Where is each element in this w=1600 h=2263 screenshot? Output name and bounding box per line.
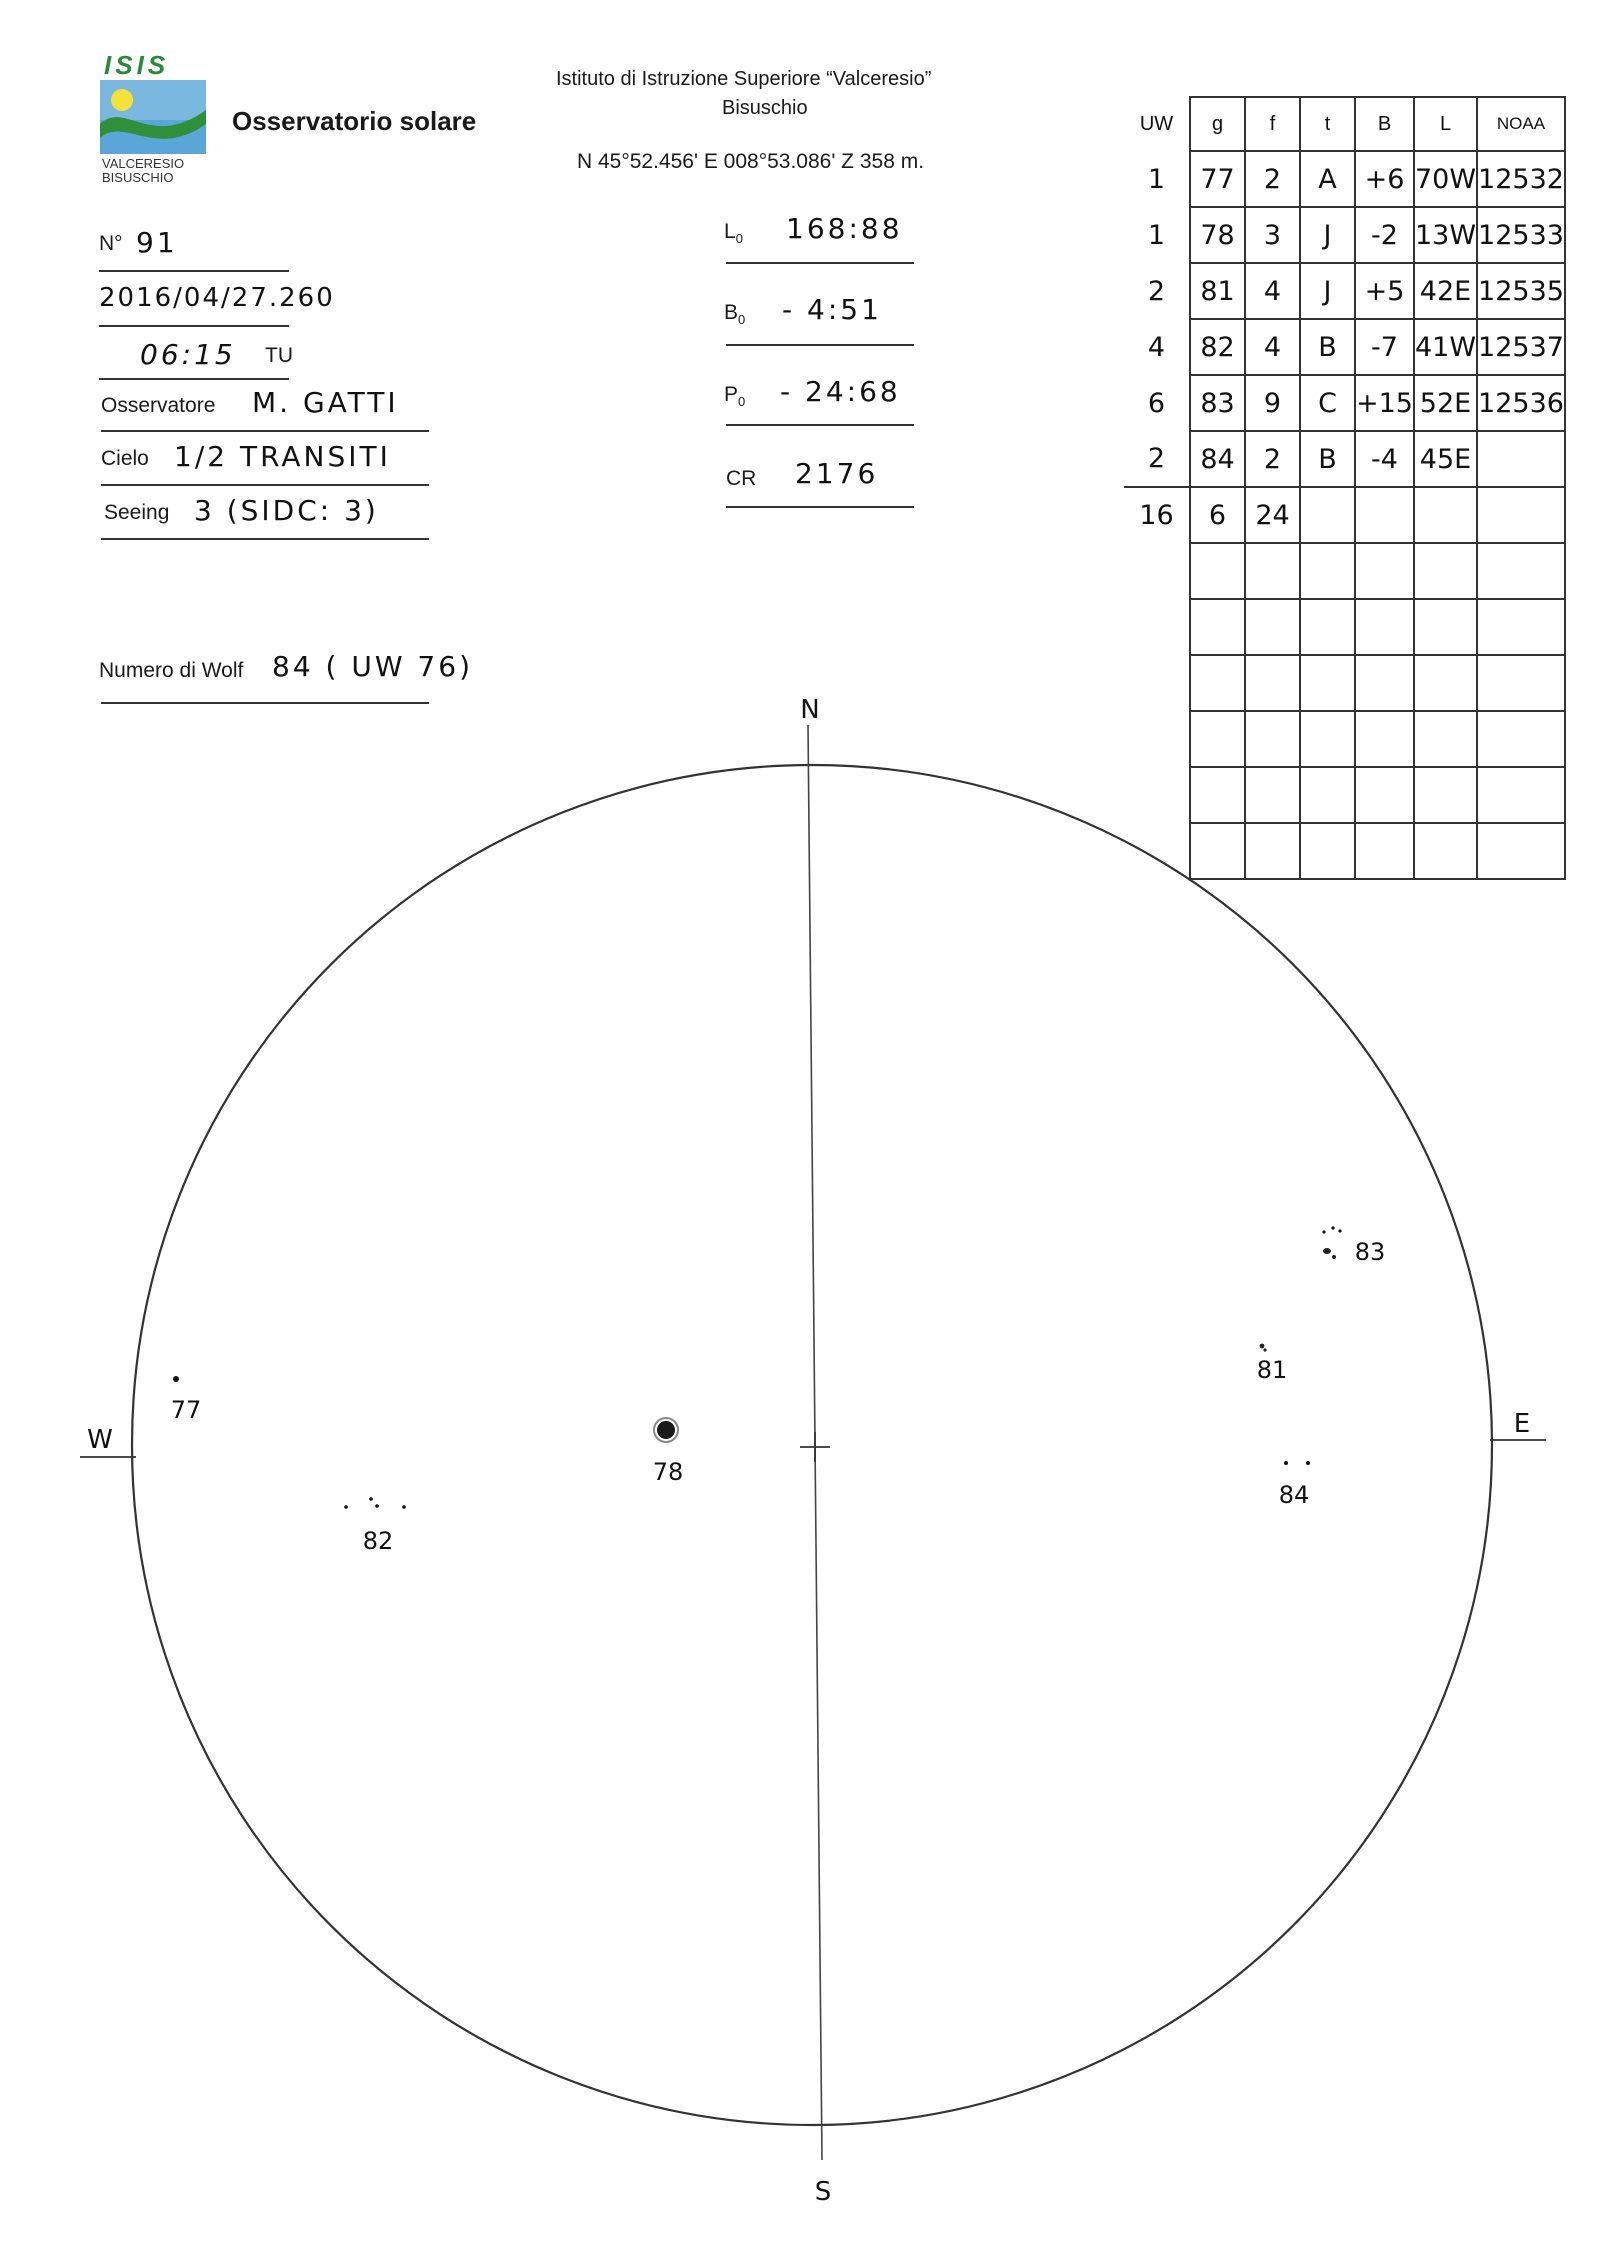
sunspot-83-d [1323,1248,1331,1254]
cell-noaa: 12533 [1477,207,1565,263]
sunspot-78-umbra [657,1421,675,1439]
cell-b: -7 [1355,319,1414,375]
sky-label: Cielo [101,447,149,470]
logo-caption-valceresio: VALCERESIO [102,156,185,171]
sunspot-83-a [1322,1230,1325,1233]
sunspot-81-a [1260,1344,1265,1349]
l0-value: 168:88 [786,212,903,245]
wolf-number-value: 84 ( UW 76) [272,650,473,683]
sunspot-77 [173,1376,179,1382]
cell-l: 13W [1414,207,1477,263]
cell-g: 84 [1190,431,1245,487]
seeing-label: Seeing [104,501,170,524]
sunspot-82-d [402,1505,406,1509]
cell-uw: 2 [1147,443,1166,474]
cell-g: 83 [1190,375,1245,431]
cell-noaa: 12536 [1477,375,1565,431]
cell-b: +6 [1355,151,1414,207]
cell-b: -4 [1355,431,1414,487]
cell-t: B [1300,319,1355,375]
east-label: E [1513,1409,1531,1439]
time-value: 06:15 [140,338,236,371]
group-label-82: 82 [362,1527,394,1555]
cell-b: +15 [1355,375,1414,431]
group-label-81: 81 [1256,1356,1288,1384]
wolf-number-label: Numero di Wolf [99,659,244,682]
cell-f: 2 [1245,151,1300,207]
cell-l: 41W [1414,319,1477,375]
observatory-title: Osservatorio solare [232,106,477,136]
cell-l: 52E [1414,375,1477,431]
cell-f: 4 [1245,263,1300,319]
cell-f: 3 [1245,207,1300,263]
cell-l: 42E [1414,263,1477,319]
west-label: W [87,1425,113,1455]
cell-f: 24 [1245,487,1300,543]
cell-t: J [1300,207,1355,263]
south-label: S [814,2177,832,2207]
cell-l: 70W [1414,151,1477,207]
cell-g: 78 [1190,207,1245,263]
seeing-value: 3 (SIDC: 3) [194,494,379,527]
group-label-78: 78 [652,1458,684,1486]
group-label-77: 77 [170,1396,202,1424]
p0-value: - 24:68 [780,375,901,408]
cr-label: CR [726,467,757,490]
cell-t: C [1300,375,1355,431]
sunspot-83-e [1332,1255,1336,1259]
cell-noaa: 12532 [1477,151,1565,207]
number-label: N° [99,232,123,255]
cell-uw: 4 [1147,331,1166,363]
sunspot-83-b [1331,1226,1334,1229]
cell-g: 82 [1190,319,1245,375]
cr-value: 2176 [795,457,879,490]
observer-value: M. GATTI [252,386,399,419]
cell-f: 2 [1245,431,1300,487]
site-coordinates: N 45°52.456' E 008°53.086' Z 358 m. [577,150,925,173]
header-uw: UW [1139,112,1174,135]
cell-g: 6 [1190,487,1245,543]
cell-g: 81 [1190,263,1245,319]
b0-value: - 4:51 [782,293,882,326]
header-t: t [1300,97,1355,151]
institute-city: Bisuschio [722,97,808,119]
l0-label: $L_0$ [724,220,743,247]
cell-uw: 16 [1124,487,1190,543]
solar-disk-outline [132,765,1492,2125]
cell-uw: 1 [1147,163,1166,195]
cell-b: -2 [1355,207,1414,263]
logo-caption-bisuschio: BISUSCHIO [102,170,174,185]
cell-g: 77 [1190,151,1245,207]
cell-f: 4 [1245,319,1300,375]
b0-label: $B_0$ [724,301,746,328]
cell-uw: 6 [1147,387,1166,419]
sunspot-84-b [1306,1461,1310,1465]
sunspot-82-b [369,1497,373,1501]
cell-l: 45E [1414,431,1477,487]
north-label: N [800,695,820,725]
observer-label: Osservatore [101,394,216,417]
cell-f: 9 [1245,375,1300,431]
logo-word: ISIS [104,50,170,80]
cell-noaa: 12537 [1477,319,1565,375]
cell-noaa: 12535 [1477,263,1565,319]
group-label-84: 84 [1278,1481,1310,1509]
header-f: f [1245,97,1300,151]
header-l: L [1414,97,1477,151]
cell-uw: 1 [1147,219,1166,251]
cell-uw: 2 [1147,275,1166,307]
header-g: g [1190,97,1245,151]
number-value: 91 [136,226,178,259]
header-b: B [1355,97,1414,151]
sunspot-83-c [1338,1229,1341,1232]
header-noaa: NOAA [1477,97,1565,151]
cell-b: +5 [1355,263,1414,319]
institute-name: Istituto di Istruzione Superiore “Valceresio” [556,68,932,90]
cell-t: A [1300,151,1355,207]
sunspot-82-c [375,1504,379,1508]
group-label-83: 83 [1354,1238,1386,1266]
time-unit: TU [265,344,293,367]
cell-t: J [1300,263,1355,319]
sunspot-82-a [344,1505,348,1509]
sunspot-84-a [1284,1461,1288,1465]
date-value: 2016/04/27.260 [99,283,335,313]
p0-label: $P_0$ [724,383,746,410]
sunspot-81-b [1263,1348,1266,1351]
sky-value: 1/2 TRANSITI [174,440,391,473]
cell-t: B [1300,431,1355,487]
